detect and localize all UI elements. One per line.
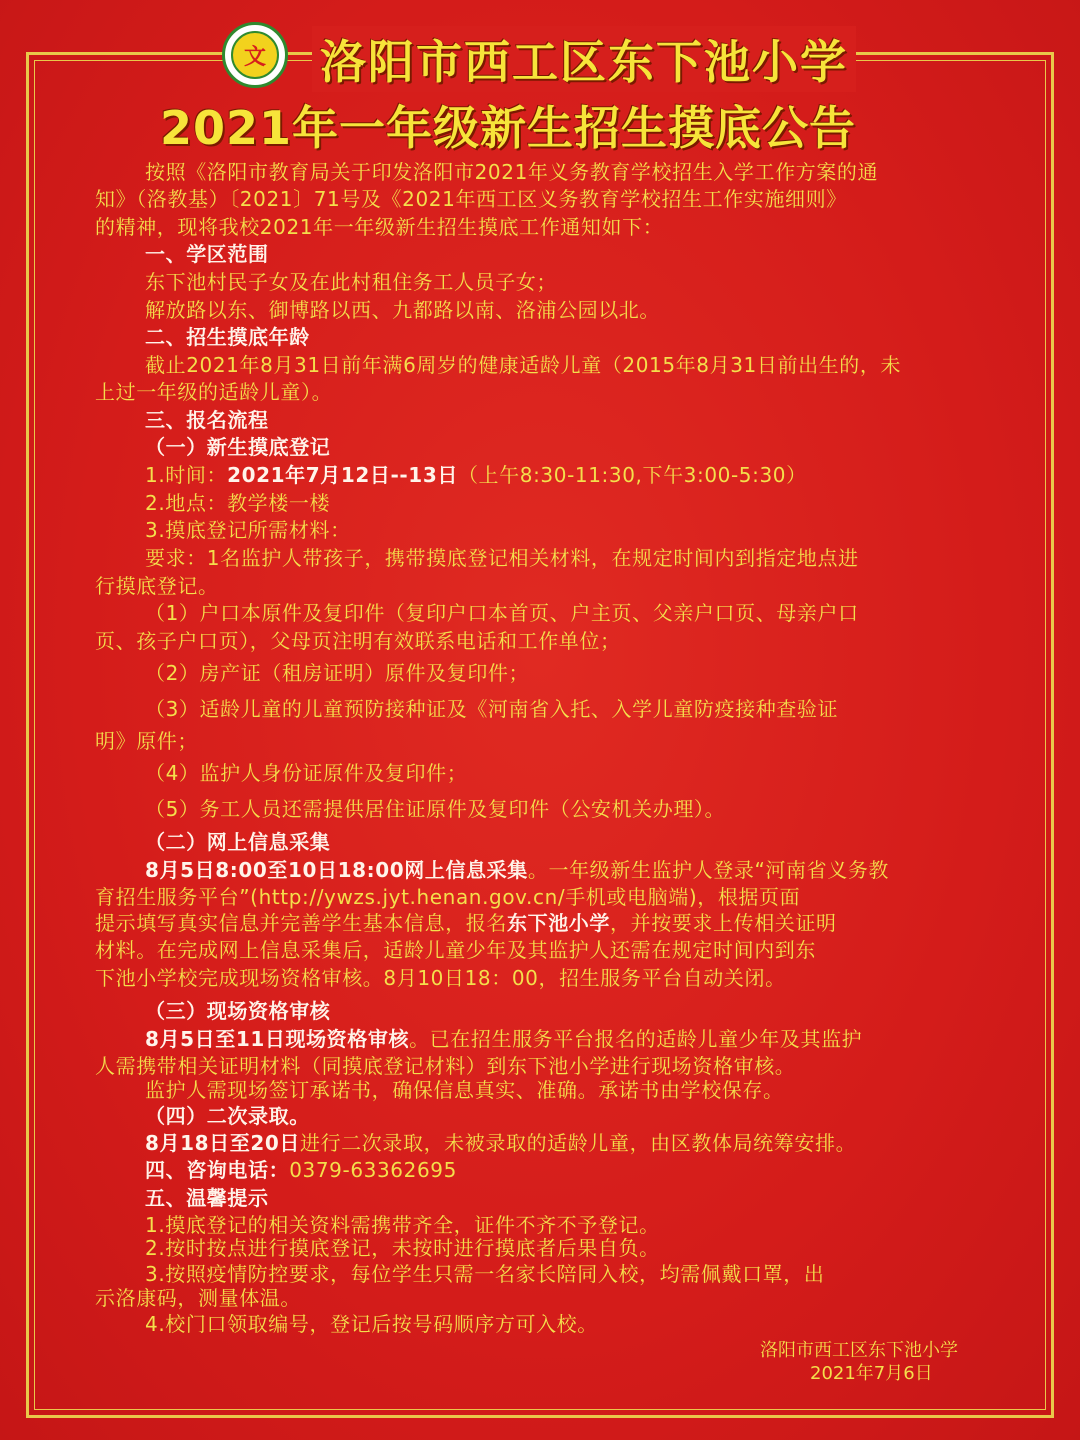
notice-line xyxy=(145,353,901,377)
body-text: ，并按要求上传相关证明 xyxy=(610,911,837,935)
body-text: 上过一年级的适龄儿童）。 xyxy=(95,380,333,404)
notice-line xyxy=(145,270,557,294)
heading-text: （四）二次录取。 xyxy=(145,1104,310,1128)
body-text: 2.按时按点进行摸底登记，未按时进行摸底者后果自负。 xyxy=(145,1236,660,1260)
notice-line xyxy=(95,729,198,753)
notice-line xyxy=(145,601,859,625)
notice-line xyxy=(95,574,219,598)
notice-line xyxy=(145,761,467,785)
heading-text: 三、报名流程 xyxy=(145,408,269,432)
heading-text: 东下池小学 xyxy=(507,911,610,935)
notice-line xyxy=(95,215,663,239)
heading-text: 8月5日至11日现场资格审核 xyxy=(145,1027,410,1051)
body-text: 0379-63362695 xyxy=(289,1158,457,1182)
body-text: 行摸底登记。 xyxy=(95,574,219,598)
notice-line xyxy=(95,938,816,962)
heading-text: （二）网上信息采集 xyxy=(145,830,331,854)
notice-line xyxy=(145,797,725,821)
body-text: 。已在招生服务平台报名的适龄儿童少年及其监护 xyxy=(409,1027,863,1051)
body-text: 2.地点：教学楼一楼 xyxy=(145,491,331,515)
notice-line xyxy=(145,325,310,349)
notice-line xyxy=(95,1286,301,1310)
body-text: 知》（洛教基）〔2021〕71号及《2021年西工区义务教育学校招生工作实施细则》 xyxy=(95,187,847,211)
notice-line xyxy=(145,1312,598,1336)
notice-line xyxy=(95,911,837,935)
body-text: 按照《洛阳市教育局关于印发洛阳市2021年义务教育学校招生入学工作方案的通 xyxy=(145,160,879,184)
notice-line xyxy=(145,1158,457,1182)
notice-line xyxy=(145,1236,660,1260)
notice-line xyxy=(145,463,807,487)
notice-line xyxy=(145,1262,824,1286)
body-text: （上午8:30-11:30,下午3:00-5:30） xyxy=(457,463,807,487)
heading-text: 二、招生摸底年龄 xyxy=(145,325,310,349)
notice-line xyxy=(145,999,330,1023)
body-text: 的精神，现将我校2021年一年级新生招生摸底工作通知如下： xyxy=(95,215,664,239)
heading-text: （三）现场资格审核 xyxy=(145,999,331,1023)
notice-line xyxy=(145,858,889,882)
notice-line xyxy=(145,160,878,184)
notice-line xyxy=(95,966,786,990)
body-text: 示洛康码，测量体温。 xyxy=(95,1286,301,1310)
notice-line xyxy=(95,380,332,404)
notice-line xyxy=(145,1027,862,1051)
heading-text: 8月5日8:00至10日18:00网上信息采集 xyxy=(145,858,528,882)
notice-line xyxy=(95,885,800,909)
notice-title: 2021年一年级新生招生摸底公告 xyxy=(160,101,857,155)
body-text: （2）房产证（租房证明）原件及复印件； xyxy=(145,661,530,685)
body-text: 监护人需现场签订承诺书，确保信息真实、准确。承诺书由学校保存。 xyxy=(145,1078,784,1102)
body-text: （5）务工人员还需提供居住证原件及复印件（公安机关办理）。 xyxy=(145,797,726,821)
body-text: 1.时间： xyxy=(145,463,228,487)
heading-text: 四、咨询电话： xyxy=(145,1158,290,1182)
school-logo-icon xyxy=(222,22,288,88)
body-text: （1）户口本原件及复印件（复印户口本首页、户主页、父亲户口页、母亲户口 xyxy=(145,601,859,625)
signature-org: 洛阳市西工区东下池小学 xyxy=(760,1340,958,1361)
heading-text: 一、学区范围 xyxy=(145,242,269,266)
notice-line xyxy=(145,1213,660,1237)
notice-line xyxy=(145,1131,856,1155)
heading-text: 8月18日至20日 xyxy=(145,1131,300,1155)
heading-text: 五、温馨提示 xyxy=(145,1186,269,1210)
body-text: 进行二次录取，未被录取的适龄儿童，由区教体局统筹安排。 xyxy=(299,1131,857,1155)
body-text: 下池小学校完成现场资格审核。8月10日18：00，招生服务平台自动关闭。 xyxy=(95,966,786,990)
heading-text: （一）新生摸底登记 xyxy=(145,435,331,459)
body-text: 4.校门口领取编号，登记后按号码顺序方可入校。 xyxy=(145,1312,598,1336)
notice-line xyxy=(145,697,838,721)
body-text: 解放路以东、御博路以西、九都路以南、洛浦公园以北。 xyxy=(145,298,660,322)
notice-line xyxy=(95,629,621,653)
notice-line xyxy=(145,1078,784,1102)
notice-line xyxy=(145,435,330,459)
body-text: 3.摸底登记所需材料： xyxy=(145,518,351,542)
body-text: 页、孩子户口页），父母页注明有效联系电话和工作单位； xyxy=(95,629,621,653)
notice-line xyxy=(145,1104,310,1128)
notice-line xyxy=(145,661,529,685)
body-text: 截止2021年8月31日前年满6周岁的健康适龄儿童（2015年8月31日前出生的，未 xyxy=(145,353,902,377)
body-text: （4）监护人身份证原件及复印件； xyxy=(145,761,468,785)
heading-text: 2021年7月12日--13日 xyxy=(227,463,458,487)
body-text: 1.摸底登记的相关资料需携带齐全，证件不齐不予登记。 xyxy=(145,1213,660,1237)
body-text: 3.按照疫情防控要求，每位学生只需一名家长陪同入校，均需佩戴口罩，出 xyxy=(145,1262,825,1286)
notice-line xyxy=(145,830,330,854)
body-text: 东下池村民子女及在此村租住务工人员子女； xyxy=(145,270,557,294)
body-text: 要求：1名监护人带孩子，携带摸底登记相关材料，在规定时间内到指定地点进 xyxy=(145,546,859,570)
body-text: 人需携带相关证明材料（同摸底登记材料）到东下池小学进行现场资格审核。 xyxy=(95,1054,796,1078)
body-text: 明》原件； xyxy=(95,729,198,753)
notice-line xyxy=(145,1186,269,1210)
school-name: 洛阳市西工区东下池小学 xyxy=(312,26,856,92)
body-text: 提示填写真实信息并完善学生基本信息，报名 xyxy=(95,911,507,935)
notice-line xyxy=(145,408,269,432)
notice-line xyxy=(145,546,859,570)
logo-emblem: 文 xyxy=(231,31,279,79)
notice-line xyxy=(95,1054,795,1078)
body-text: 育招生服务平台”(http://ywzs.jyt.henan.gov.cn/手机或电脑端)，根据页面 xyxy=(95,885,801,909)
body-text: 材料。在完成网上信息采集后，适龄儿童少年及其监护人还需在规定时间内到东 xyxy=(95,938,816,962)
notice-line xyxy=(145,298,660,322)
body-text: （3）适龄儿童的儿童预防接种证及《河南省入托、入学儿童防疫接种查验证 xyxy=(145,697,839,721)
body-text: 。一年级新生监护人登录“河南省义务教 xyxy=(527,858,890,882)
notice-line xyxy=(95,187,847,211)
notice-line xyxy=(145,518,351,542)
notice-line xyxy=(145,491,330,515)
notice-line xyxy=(145,242,269,266)
signature-date: 2021年7月6日 xyxy=(810,1363,933,1384)
